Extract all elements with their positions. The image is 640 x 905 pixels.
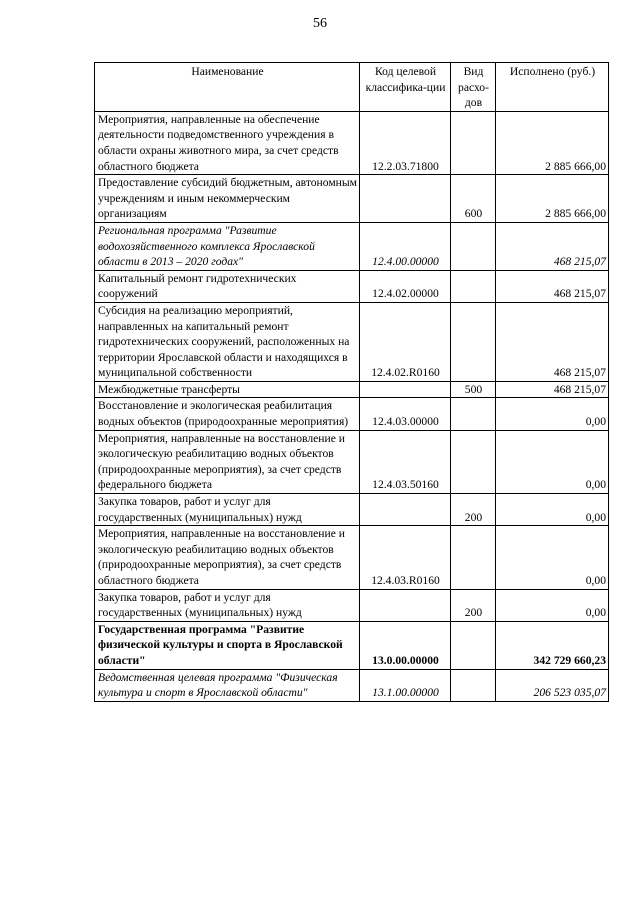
row-code-cell: 12.4.03.00000 [360, 398, 451, 430]
row-amount-cell: 468 215,07 [496, 381, 609, 398]
row-code-cell: 12.4.02.00000 [360, 270, 451, 302]
row-amount-cell: 2 885 666,00 [496, 175, 609, 223]
row-name-cell: Государственная программа "Развитие физической культуры и спорта в Ярославской области" [95, 621, 360, 669]
row-amount-cell: 468 215,07 [496, 222, 609, 270]
row-amount-cell: 206 523 035,07 [496, 669, 609, 701]
table-row [95, 111, 609, 174]
header-amount: Исполнено (руб.) [496, 63, 609, 112]
table-row [95, 398, 609, 430]
header-code: Код целевой классифика-ции [360, 63, 451, 112]
row-name-cell: Восстановление и экологическая реабилитация водных объектов (природоохранные мероприятия) [95, 398, 360, 430]
row-type-cell [451, 430, 496, 493]
row-code-cell: 12.2.03.71800 [360, 111, 451, 174]
table-body [95, 111, 609, 701]
row-type-cell [451, 398, 496, 430]
header-name: Наименование [95, 63, 360, 112]
table-row [95, 270, 609, 302]
page-number: 56 [313, 16, 327, 31]
table-row [95, 430, 609, 493]
row-name-cell: Мероприятия, направленные на восстановление и экологическую реабилитацию водных объектов (природоохранные мероприятия), за счет средств федерального бюджета [95, 430, 360, 493]
row-code-cell [360, 589, 451, 621]
table-row [95, 621, 609, 669]
table-row [95, 222, 609, 270]
row-code-cell: 13.1.00.00000 [360, 669, 451, 701]
row-code-cell: 13.0.00.00000 [360, 621, 451, 669]
row-type-cell [451, 111, 496, 174]
row-name-cell: Закупка товаров, работ и услуг для государственных (муниципальных) нужд [95, 494, 360, 526]
table-header-row [95, 63, 609, 112]
budget-execution-table [94, 62, 609, 702]
row-type-cell [451, 270, 496, 302]
row-amount-cell: 468 215,07 [496, 270, 609, 302]
table-row [95, 669, 609, 701]
row-amount-cell: 0,00 [496, 398, 609, 430]
row-code-cell: 12.4.03.50160 [360, 430, 451, 493]
row-amount-cell: 2 885 666,00 [496, 111, 609, 174]
row-type-cell: 600 [451, 175, 496, 223]
row-type-cell: 500 [451, 381, 496, 398]
table-row [95, 526, 609, 589]
row-amount-cell: 0,00 [496, 526, 609, 589]
row-type-cell [451, 621, 496, 669]
row-amount-cell: 468 215,07 [496, 302, 609, 381]
row-code-cell: 12.4.00.00000 [360, 222, 451, 270]
row-name-cell: Ведомственная целевая программа "Физическая культура и спорт в Ярославской области" [95, 669, 360, 701]
row-type-cell: 200 [451, 494, 496, 526]
row-amount-cell: 0,00 [496, 494, 609, 526]
row-name-cell: Закупка товаров, работ и услуг для государственных (муниципальных) нужд [95, 589, 360, 621]
row-name-cell: Мероприятия, направленные на обеспечение деятельности подведомственного учреждения в области охраны животного мира, за счет средств областного бюджета [95, 111, 360, 174]
row-name-cell: Капитальный ремонт гидротехнических сооружений [95, 270, 360, 302]
row-type-cell [451, 222, 496, 270]
row-amount-cell: 0,00 [496, 430, 609, 493]
row-name-cell: Субсидия на реализацию мероприятий, направленных на капитальный ремонт гидротехнических сооружений, расположенных на территории Ярославской области и находящихся в муниципальной собственности [95, 302, 360, 381]
row-name-cell: Региональная программа "Развитие водохозяйственного комплекса Ярославской области в 2013 – 2020 годах" [95, 222, 360, 270]
row-code-cell [360, 175, 451, 223]
table-row [95, 302, 609, 381]
table-row [95, 381, 609, 398]
row-code-cell: 12.4.03.R0160 [360, 526, 451, 589]
table-row [95, 494, 609, 526]
row-amount-cell: 0,00 [496, 589, 609, 621]
row-code-cell [360, 381, 451, 398]
row-type-cell [451, 302, 496, 381]
table-row [95, 175, 609, 223]
row-type-cell: 200 [451, 589, 496, 621]
row-name-cell: Межбюджетные трансферты [95, 381, 360, 398]
table-row [95, 589, 609, 621]
row-amount-cell: 342 729 660,23 [496, 621, 609, 669]
row-code-cell: 12.4.02.R0160 [360, 302, 451, 381]
row-name-cell: Предоставление субсидий бюджетным, автономным учреждениям и иным некоммерческим организациям [95, 175, 360, 223]
row-type-cell [451, 669, 496, 701]
row-type-cell [451, 526, 496, 589]
row-code-cell [360, 494, 451, 526]
header-type: Вид расхо-дов [451, 63, 496, 112]
row-name-cell: Мероприятия, направленные на восстановление и экологическую реабилитацию водных объектов (природоохранные мероприятия), за счет средств областного бюджета [95, 526, 360, 589]
